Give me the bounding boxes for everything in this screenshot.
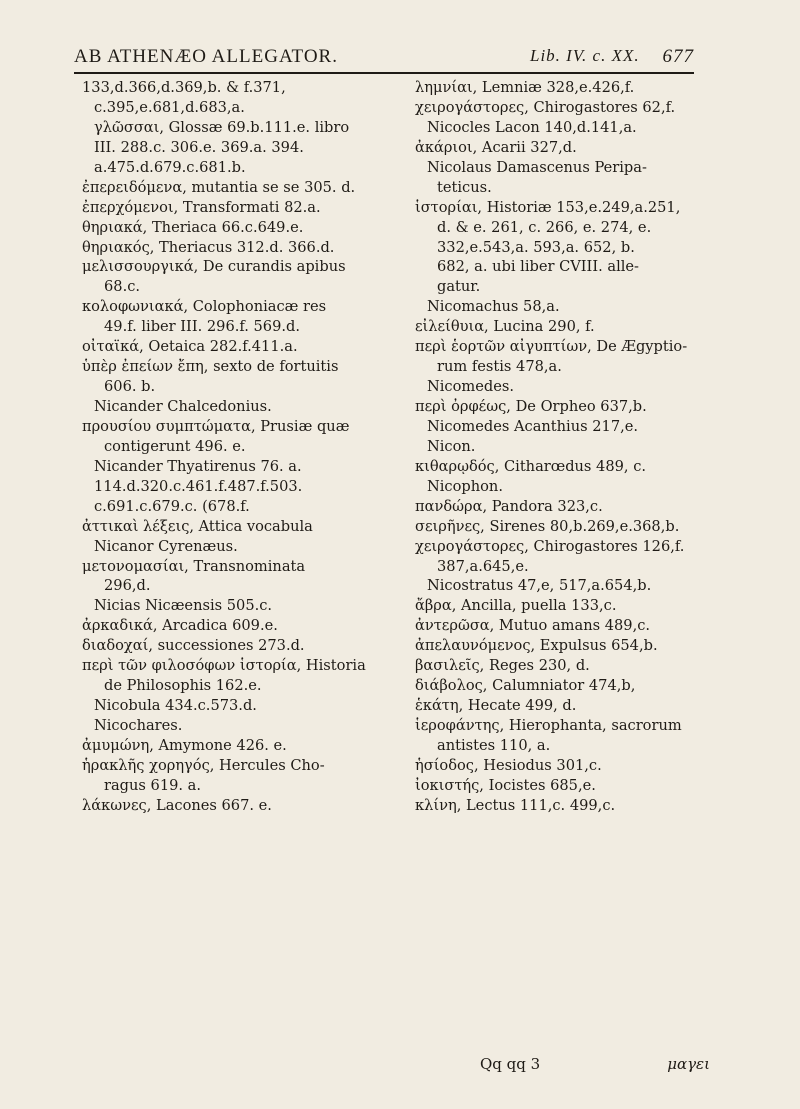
index-entry-line: σειρῆνες, Sirenes 80,b.269,e.368,b. bbox=[415, 517, 680, 535]
index-entry-line: rum festis 478,a. bbox=[437, 358, 562, 376]
index-entry-line: III. 288.c. 306.e. 369.a. 394. bbox=[94, 138, 304, 156]
header-title: AB ATHENÆO ALLEGATOR. bbox=[74, 46, 338, 67]
index-entry-line: εἰλείθυια, Lucina 290, f. bbox=[415, 318, 595, 336]
index-entry-line: ἀττικαὶ λέξεις, Attica vocabula bbox=[82, 517, 313, 535]
index-entry-line: Nicon. bbox=[427, 437, 476, 455]
index-entry-line: περὶ τῶν φιλοσόφων ἱστορία, Historia bbox=[82, 657, 366, 675]
index-entry-line: de Philosophis 162.e. bbox=[104, 677, 262, 695]
index-entry-line: 387,a.645,e. bbox=[437, 557, 529, 575]
index-entry-line: διαδοχαί, successiones 273.d. bbox=[82, 637, 305, 655]
index-entry-line: ἰοκιστής, Iocistes 685,e. bbox=[415, 776, 596, 794]
index-entry-line: λημνίαι, Lemniæ 328,e.426,f. bbox=[415, 79, 635, 96]
index-entry-line: Nicomedes Acanthius 217,e. bbox=[427, 417, 639, 435]
index-entry-line: ἑκάτη, Hecate 499, d. bbox=[415, 697, 577, 715]
index-column-left bbox=[82, 78, 382, 816]
header-rule bbox=[74, 72, 694, 74]
index-entry-line: Nicobula 434.c.573.d. bbox=[94, 697, 257, 715]
index-entry-line: Nicander Thyatirenus 76. a. bbox=[94, 457, 302, 475]
index-entry-line: λάκωνες, Lacones 667. e. bbox=[82, 796, 272, 814]
index-entry-line: Nicias Nicæensis 505.c. bbox=[94, 597, 273, 615]
index-entry-line: ἱεροφάντης, Hierophanta, sacrorum bbox=[415, 717, 682, 734]
index-entry-line: gatur. bbox=[437, 278, 481, 296]
index-entry-line: πανδώρα, Pandora 323,c. bbox=[415, 497, 603, 515]
index-entry-line: ἐπερχόμενοι, Transformati 82.a. bbox=[82, 198, 321, 216]
index-entry-line: ἐπερειδόμενα, mutantia se se 305. d. bbox=[82, 178, 356, 196]
index-entry-line: μελισσουργικά, De curandis apibus bbox=[82, 258, 346, 276]
index-entry-line: antistes 110, a. bbox=[437, 736, 551, 754]
index-entry-line: Nicomedes. bbox=[427, 378, 514, 396]
index-entry-line: 682, a. ubi liber CVIII. alle- bbox=[437, 258, 639, 276]
index-entry-line: ἡσίοδος, Hesiodus 301,c. bbox=[415, 756, 602, 774]
index-entry-line: περὶ ἑορτῶν αἰγυπτίων, De Ægyptio- bbox=[415, 338, 688, 356]
index-entry-line: 606. b. bbox=[104, 378, 156, 396]
index-entry-line: κλίνη, Lectus 111,c. 499,c. bbox=[415, 796, 616, 814]
running-header bbox=[74, 44, 694, 72]
index-entry-line: contigerunt 496. e. bbox=[104, 437, 246, 455]
index-entry-line: ἀπελαυνόμενος, Expulsus 654,b. bbox=[415, 637, 658, 655]
index-entry-line: ἀκάριοι, Acarii 327,d. bbox=[415, 138, 577, 156]
index-entry-line: ἀμυμώνη, Amymone 426. e. bbox=[82, 736, 287, 754]
index-entry-line: χειρογάστορες, Chirogastores 62,f. bbox=[415, 98, 676, 116]
index-entry-line: 133,d.366,d.369,b. & f.371, bbox=[82, 79, 286, 96]
index-entry-line: ἄβρα, Ancilla, puella 133,c. bbox=[415, 597, 617, 615]
index-entry-line: διάβολος, Calumniator 474,b, bbox=[415, 677, 636, 695]
page-footer bbox=[480, 1055, 710, 1079]
index-entry-line: 296,d. bbox=[104, 577, 151, 595]
index-entry-line: Nicomachus 58,a. bbox=[427, 298, 560, 316]
index-entry-line: a.475.d.679.c.681.b. bbox=[94, 158, 246, 176]
index-entry-line: ὑπὲρ ἐπείων ἔπη, sexto de fortuitis bbox=[82, 358, 339, 376]
index-entry-line: Nicostratus 47,e, 517,a.654,b. bbox=[427, 577, 652, 595]
index-entry-line: d. & e. 261, c. 266, e. 274, e. bbox=[437, 218, 652, 236]
index-entry-line: Nicocles Lacon 140,d.141,a. bbox=[427, 118, 637, 136]
index-entry-line: προυσίου συμπτώματα, Prusiæ quæ bbox=[82, 417, 350, 435]
index-entry-line: ἡρακλῆς χορηγός, Hercules Cho- bbox=[82, 756, 325, 774]
index-entry-line: 68.c. bbox=[104, 278, 141, 296]
index-entry-line: γλῶσσαι, Glossæ 69.b.111.e. libro bbox=[94, 118, 350, 136]
index-entry-line: teticus. bbox=[437, 178, 492, 196]
signature-mark: Qq qq 3 bbox=[480, 1055, 541, 1073]
catchword: μαγει bbox=[667, 1055, 710, 1073]
index-column-right bbox=[415, 78, 705, 816]
index-entry-line: Nicophon. bbox=[427, 477, 503, 495]
index-entry-line: ἱστορίαι, Historiæ 153,e.249,a.251, bbox=[415, 198, 681, 216]
index-entry-line: περὶ ὀρφέως, De Orpheo 637,b. bbox=[415, 398, 647, 415]
index-entry-line: 332,e.543,a. 593,a. 652, b. bbox=[437, 238, 635, 256]
index-entry-line: Nicochares. bbox=[94, 717, 183, 734]
index-entry-line: οἰταϊκά, Oetaica 282.f.411.a. bbox=[82, 338, 298, 356]
index-entry-line: μετονομασίαι, Transnominata bbox=[82, 557, 306, 575]
index-entry-line: ἀντερῶσα, Mutuo amans 489,c. bbox=[415, 617, 651, 635]
index-entry-line: c.395,e.681,d.683,a. bbox=[94, 98, 245, 116]
page-number: 677 bbox=[662, 46, 694, 67]
header-section: Lib. IV. c. XX. bbox=[530, 46, 640, 65]
index-entry-line: c.691.c.679.c. (678.f. bbox=[94, 497, 250, 515]
index-entry-line: Nicander Chalcedonius. bbox=[94, 398, 272, 415]
index-entry-line: Nicolaus Damascenus Peripa- bbox=[427, 158, 647, 176]
index-entry-line: κιθαρῳδός, Citharœdus 489, c. bbox=[415, 457, 647, 475]
index-entry-line: ragus 619. a. bbox=[104, 776, 202, 794]
index-entry-line: 114.d.320.c.461.f.487.f.503. bbox=[94, 477, 303, 495]
index-entry-line: 49.f. liber III. 296.f. 569.d. bbox=[104, 318, 300, 336]
index-entry-line: θηριακός, Theriacus 312.d. 366.d. bbox=[82, 238, 335, 256]
index-entry-line: βασιλεῖς, Reges 230, d. bbox=[415, 657, 590, 675]
index-entry-line: κολοφωνιακά, Colophoniacæ res bbox=[82, 298, 327, 316]
index-entry-line: θηριακά, Theriaca 66.c.649.e. bbox=[82, 218, 304, 236]
index-entry-line: χειρογάστορες, Chirogastores 126,f. bbox=[415, 537, 685, 555]
index-entry-line: Nicanor Cyrenæus. bbox=[94, 537, 238, 555]
index-entry-line: ἀρκαδικά, Arcadica 609.e. bbox=[82, 617, 278, 635]
